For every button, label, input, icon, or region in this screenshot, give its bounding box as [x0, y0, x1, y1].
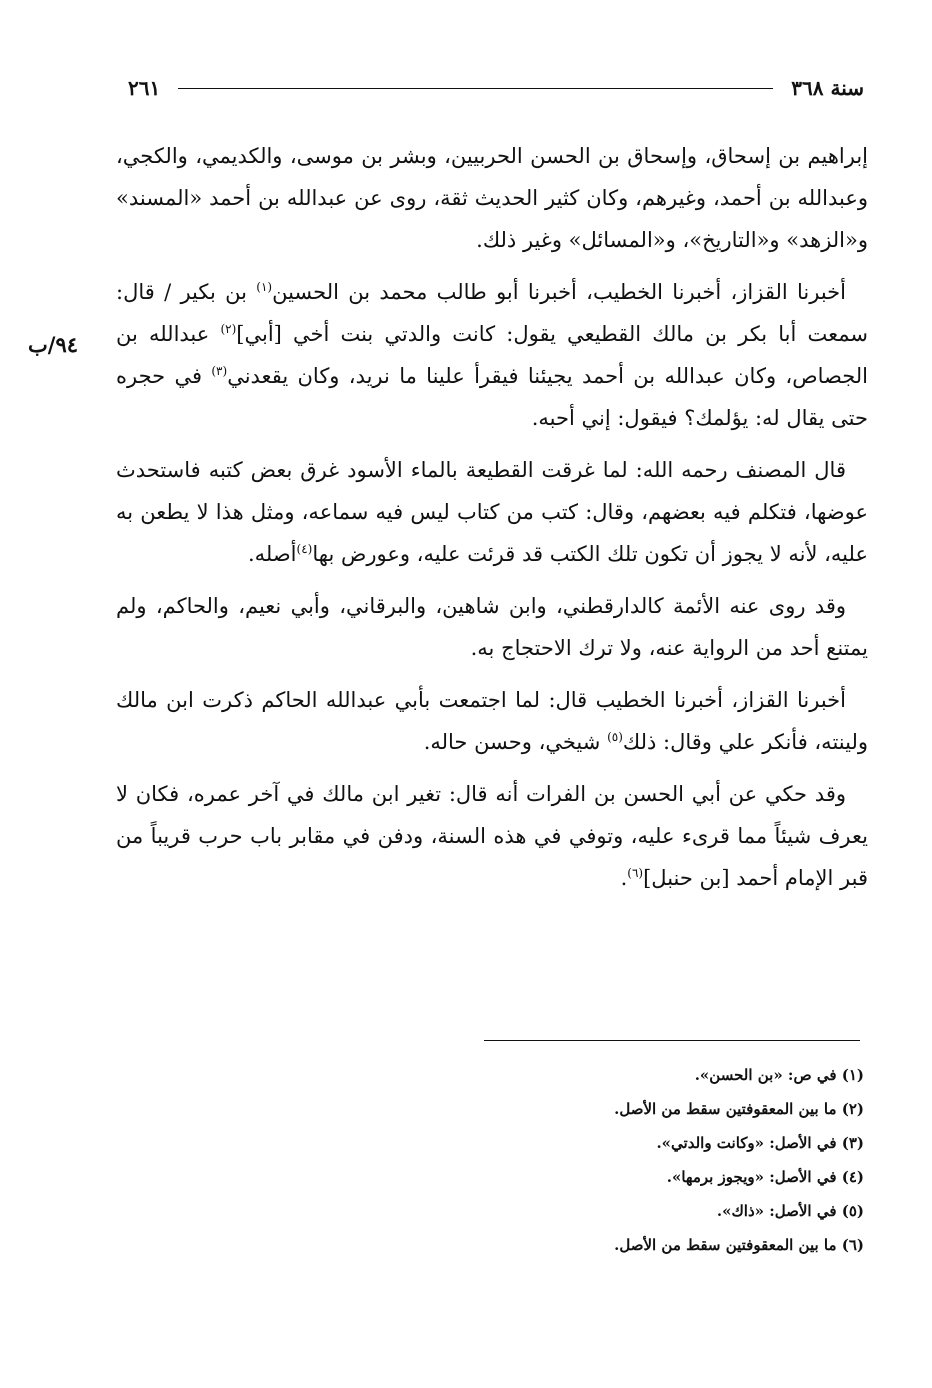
footnote-ref: (٣) [211, 364, 228, 378]
footnote-ref: (٦) [627, 866, 644, 880]
footnotes [420, 1058, 864, 1262]
footnote-separator [484, 1040, 860, 1041]
running-title: سنة ٣٦٨ [791, 76, 864, 100]
footnote-ref: (٤) [296, 542, 313, 556]
margin-folio-note: ٩٤/ب [28, 332, 79, 357]
footnote-4: (٤) في الأصل: «ويجوز برمها». [666, 1168, 864, 1186]
paragraph-text: . [620, 866, 628, 890]
paragraph-text: قال المصنف رحمه الله: لما غرقت القطيعة بالماء الأسود غرق بعض كتبه فاستحدث عوضها، فتكلم فيه بعضهم، وقال: كتب من كتاب ليس فيه سماعه، ومثل هذا لا يطعن به عليه، لأنه لا يجوز أن تكون تلك الكتب قد قرئت عليه، وعورض بها [116, 458, 868, 566]
page-header [128, 68, 864, 108]
page-number: ٢٦١ [128, 76, 161, 100]
paragraph-text: بن بكير / قال: سمعت أبا بكر بن مالك القطيعي يقول: كانت والدتي بنت أخي [أبي] [116, 280, 868, 346]
paragraph-6 [116, 773, 868, 899]
paragraph-text: إبراهيم بن إسحاق، وإسحاق بن الحسن الحربيين، وبشر بن موسى، والكديمي، والكجي، وعبدالله بن أحمد، وغيرهم، وكان كثير الحديث ثقة، روى عن عبدالله بن أحمد «المسند» و«الزهد» و«التاريخ»، و«المسائل» وغير ذلك. [116, 144, 868, 252]
footnote-3: (٣) في الأصل: «وكانت والدتي». [656, 1134, 864, 1152]
paragraph-2 [116, 271, 868, 439]
footnote-ref: (٢) [220, 322, 237, 336]
paragraph-text: في حجره حتى يقال له: يؤلمك؟ فيقول: إني أحبه. [116, 364, 868, 430]
paragraph-text: أصله. [247, 542, 297, 566]
footnote-2: (٢) ما بين المعقوفتين سقط من الأصل. [614, 1100, 864, 1118]
footnote-6: (٦) ما بين المعقوفتين سقط من الأصل. [614, 1236, 864, 1254]
paragraph-text: أخبرنا القزاز، أخبرنا الخطيب، أخبرنا أبو طالب محمد بن الحسين [272, 280, 846, 304]
paragraph-5 [116, 679, 868, 763]
footnote-ref: (٥) [607, 730, 623, 744]
paragraph-text: عبدالله بن الجصاص، وكان عبدالله بن أحمد يجيئنا فيقرأ علينا ما نريد، وكان يقعدني [116, 322, 868, 388]
footnote-5: (٥) في الأصل: «ذاك». [716, 1202, 864, 1220]
paragraph-1 [116, 135, 868, 261]
paragraph-text: وقد روى عنه الأئمة كالدارقطني، وابن شاهين، والبرقاني، وأبي نعيم، والحاكم، ولم يمتنع أحد من الرواية عنه، ولا ترك الاحتجاج به. [116, 594, 868, 660]
header-rule [178, 88, 773, 89]
paragraph-text: وقد حكي عن أبي الحسن بن الفرات أنه قال: تغير ابن مالك في آخر عمره، فكان لا يعرف شيئاً مما قرىء عليه، وتوفي في هذه السنة، ودفن في مقابر باب حرب قريباً من قبر الإمام أحمد [بن حنبل] [116, 782, 868, 890]
paragraph-4 [116, 585, 868, 669]
paragraph-3 [116, 449, 868, 575]
paragraph-text: شيخي، وحسن حاله. [423, 730, 601, 754]
footnote-ref: (١) [256, 280, 273, 294]
paragraph-text: أخبرنا القزاز، أخبرنا الخطيب قال: لما اجتمعت بأبي عبدالله الحاكم ذكرت ابن مالك ولينته، فأنكر علي وقال: ذلك [116, 688, 868, 754]
footnote-1: (١) في ص: «بن الحسن». [694, 1066, 864, 1084]
main-text [116, 135, 868, 909]
